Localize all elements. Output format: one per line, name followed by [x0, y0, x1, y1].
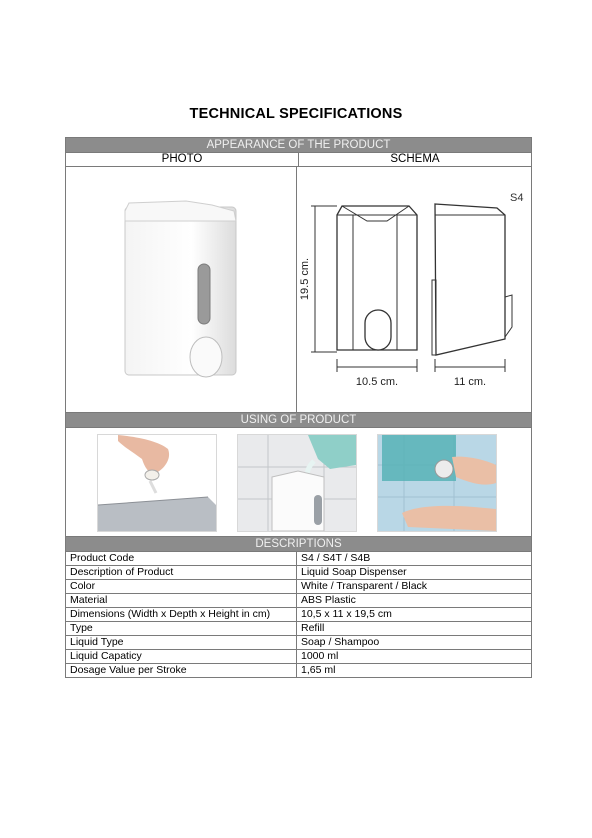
spec-label: Dimensions (Width x Depth x Height in cm)	[66, 608, 297, 622]
schema-drawing	[297, 167, 531, 412]
spec-sheet	[65, 137, 532, 678]
table-row	[66, 622, 531, 636]
dispenser-lid	[125, 201, 236, 221]
schema-cell	[296, 167, 531, 412]
spec-value: 1,65 ml	[297, 664, 532, 678]
schema-height-label: 19.5 cm.	[299, 257, 311, 301]
appearance-header: APPEARANCE OF THE PRODUCT	[66, 138, 531, 152]
table-row	[66, 636, 531, 650]
table-row	[66, 552, 531, 566]
usage-photo-fill	[237, 434, 357, 532]
spec-value: ABS Plastic	[297, 594, 532, 608]
spec-value: 1000 ml	[297, 650, 532, 664]
table-row	[66, 580, 531, 594]
spec-value: Soap / Shampoo	[297, 636, 532, 650]
spec-value: 10,5 x 11 x 19,5 cm	[297, 608, 532, 622]
schema-side-outline	[435, 204, 505, 355]
spec-label: Description of Product	[66, 566, 297, 580]
using-header: USING OF PRODUCT	[66, 412, 531, 427]
product-photo-cell	[66, 167, 296, 412]
appearance-images	[66, 166, 531, 412]
table-row	[66, 594, 531, 608]
table-row	[66, 566, 531, 580]
schema-depth-label: 11 cm.	[453, 376, 487, 388]
spec-value: Liquid Soap Dispenser	[297, 566, 532, 580]
spec-value: Refill	[297, 622, 532, 636]
spec-label: Material	[66, 594, 297, 608]
spec-value: White / Transparent / Black	[297, 580, 532, 594]
spec-value: S4 / S4T / S4B	[297, 552, 532, 566]
spec-label: Product Code	[66, 552, 297, 566]
descriptions-table	[66, 551, 531, 677]
dispenser-window	[198, 264, 210, 324]
usage-photo-refill	[97, 434, 217, 532]
table-row	[66, 650, 531, 664]
schema-label: SCHEMA	[298, 153, 531, 166]
schema-model: S4	[510, 192, 524, 204]
table-row	[66, 664, 531, 678]
usage-photo-dispense	[377, 434, 497, 532]
spec-label: Type	[66, 622, 297, 636]
schema-front-button	[365, 310, 391, 350]
photo-label: PHOTO	[161, 153, 203, 165]
schema-width-label: 10.5 cm.	[355, 376, 399, 388]
table-row	[66, 608, 531, 622]
product-photo	[66, 167, 296, 412]
spec-label: Liquid Capaticy	[66, 650, 297, 664]
dispenser-push-button	[190, 337, 222, 377]
spec-label: Color	[66, 580, 297, 594]
descriptions-header: DESCRIPTIONS	[66, 536, 531, 551]
spec-label: Dosage Value per Stroke	[66, 664, 297, 678]
spec-label: Liquid Type	[66, 636, 297, 650]
page-title: TECHNICAL SPECIFICATIONS	[189, 106, 403, 122]
appearance-subheader	[66, 152, 531, 166]
using-images	[66, 427, 531, 536]
